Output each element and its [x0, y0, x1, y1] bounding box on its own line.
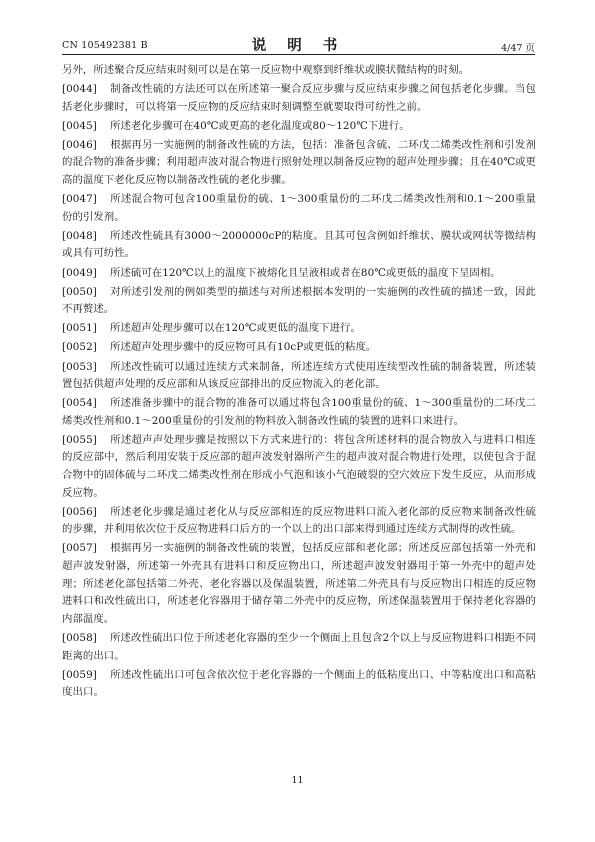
paragraph-text: 所述改性硫出口位于所述老化容器的至少一个侧面上且包含2个以上与反应物进料口相距不同距离的出口。 [62, 631, 536, 662]
paragraph-number: [0052] [62, 341, 97, 354]
document-title: 说 明 书 [251, 37, 346, 54]
paragraph-number: [0048] [62, 229, 97, 242]
paragraph [62, 81, 536, 116]
patent-number: CN 105492381 B [62, 40, 148, 51]
paragraph [62, 265, 536, 283]
paragraph [62, 667, 536, 702]
page-info: 4/47 页 [501, 43, 535, 54]
paragraph-text: 对所述引发剂的例如类型的描述与对所述根据本发明的一实施例的改性硫的描述一致，因此不再赘述。 [62, 285, 536, 316]
paragraph-text: 所述老化步骤是通过老化从与反应部相连的反应物进料口流入老化部的反应物来制备改性硫的步骤，并利用依次位于反应物进料口后方的一个以上的出口部来得到通过连续方式制得的改性硫。 [62, 505, 536, 536]
paragraph-text: 所述超声声处理步骤是按照以下方式来进行的：将包含所述材料的混合物放入与进料口相连的反应部中，然后利用安装于反应部的超声波发射器所产生的超声波对混合物进行处理，以使包含于混合物中的固体硫与二环戊二烯类改性剂在形成小气泡和该小气泡破裂的空穴效应下发生反应，从而形成反应物。 [62, 433, 536, 499]
paragraph-text: 根据再另一实施例的制备改性硫的方法，包括：准备包含硫、二环戊二烯类改性剂和引发剂的混合物的准备步骤；利用超声波对混合物进行照射处理以制备反应物的超声处理步骤；且在40℃或更高的温度下老化反应物以制备改性硫的老化步骤。 [62, 138, 536, 187]
paragraph-text: 所述准备步骤中的混合物的准备可以通过将包含100重量份的硫、1～300重量份的二环戊二烯类改性剂和0.1～200重量份的引发剂的物料放入制备改性硫的装置的进料口来进行。 [62, 397, 536, 427]
paragraph [62, 191, 536, 226]
paragraph [62, 432, 536, 502]
page-header [62, 36, 535, 55]
paragraph-number: [0056] [62, 505, 97, 518]
paragraph [62, 630, 536, 665]
paragraph-number: [0059] [62, 668, 97, 681]
paragraph [62, 395, 536, 430]
paragraph-number: [0053] [62, 360, 97, 373]
paragraph-number: [0046] [62, 138, 97, 151]
paragraph-text: 根据再另一实施例的制备改性硫的装置，包括反应部和老化部；所述反应部包括第一外壳和超声波发射器，所述第一外壳具有进料口和反应物出口，所述超声波发射器用于第一外壳中的超声处理；所述老化部包括第二外壳、老化容器以及保温装置，所述第二外壳具有与反应物出口相连的反应物进料口和改性硫出口，所述老化容器用于储存第二外壳中的反应物，所述保温装置用于保持老化容器的内部温度。 [62, 542, 536, 625]
paragraph-text: 所述改性硫可以通过连续方式来制备，所述连续方式使用连续型改性硫的制备装置，所述装置包括供超声处理的反应部和从该反应部排出的反应物流入的老化部。 [62, 360, 536, 391]
page-number: 11 [291, 775, 304, 786]
paragraph-number: [0057] [62, 542, 97, 555]
paragraph-text: 所述硫可在120℃以上的温度下被熔化且呈液相或者在80℃或更低的温度下呈固相。 [110, 266, 501, 279]
paragraph [62, 320, 536, 338]
paragraph-number: [0049] [62, 266, 97, 279]
paragraph-number: [0044] [62, 83, 97, 96]
paragraph-number: [0045] [62, 119, 97, 132]
paragraph-text: 制备改性硫的方法还可以在所述第一聚合反应步骤与反应结束步骤之间包括老化步骤。当包括老化步骤时，可以将第一反应物的反应结束时刻调整至就要取得可纺性之前。 [62, 83, 536, 113]
paragraph-number: [0050] [62, 285, 97, 298]
paragraph-text: 所述超声处理步骤可以在120℃或更低的温度下进行。 [110, 322, 361, 335]
paragraph [62, 540, 536, 628]
paragraph-text: 所述改性硫具有3000～2000000cP的粘度。且其可包含例如纤维状、膜状或网状等微结构或具有可纺性。 [62, 229, 536, 260]
document-body [62, 62, 536, 703]
paragraph-text: 另外，所述聚合反应结束时刻可以是在第一反应物中观察到纤维状或膜状微结构的时刻。 [62, 64, 470, 76]
paragraph-number: [0058] [62, 631, 97, 644]
paragraph-number: [0047] [62, 193, 97, 206]
paragraph [62, 137, 536, 190]
paragraph [62, 62, 536, 80]
paragraph-text: 所述改性硫出口可包含依次位于老化容器的一个侧面上的低粘度出口、中等粘度出口和高粘度出口。 [62, 668, 536, 699]
paragraph-number: [0055] [62, 433, 97, 446]
paragraph-text: 所述老化步骤可在40℃或更高的老化温度或80～120℃下进行。 [110, 119, 410, 132]
paragraph-text: 所述超声处理步骤中的反应物可具有10cP或更低的粘度。 [110, 341, 377, 354]
paragraph [62, 359, 536, 394]
paragraph [62, 339, 536, 357]
paragraph [62, 284, 536, 319]
paragraph-number: [0054] [62, 397, 97, 410]
paragraph-text: 所述混合物可包含100重量份的硫、1～300重量份的二环戊二烯类改性剂和0.1～200重量份的引发剂。 [62, 193, 536, 223]
paragraph [62, 504, 536, 539]
paragraph [62, 118, 536, 136]
paragraph-number: [0051] [62, 322, 97, 335]
paragraph [62, 228, 536, 263]
